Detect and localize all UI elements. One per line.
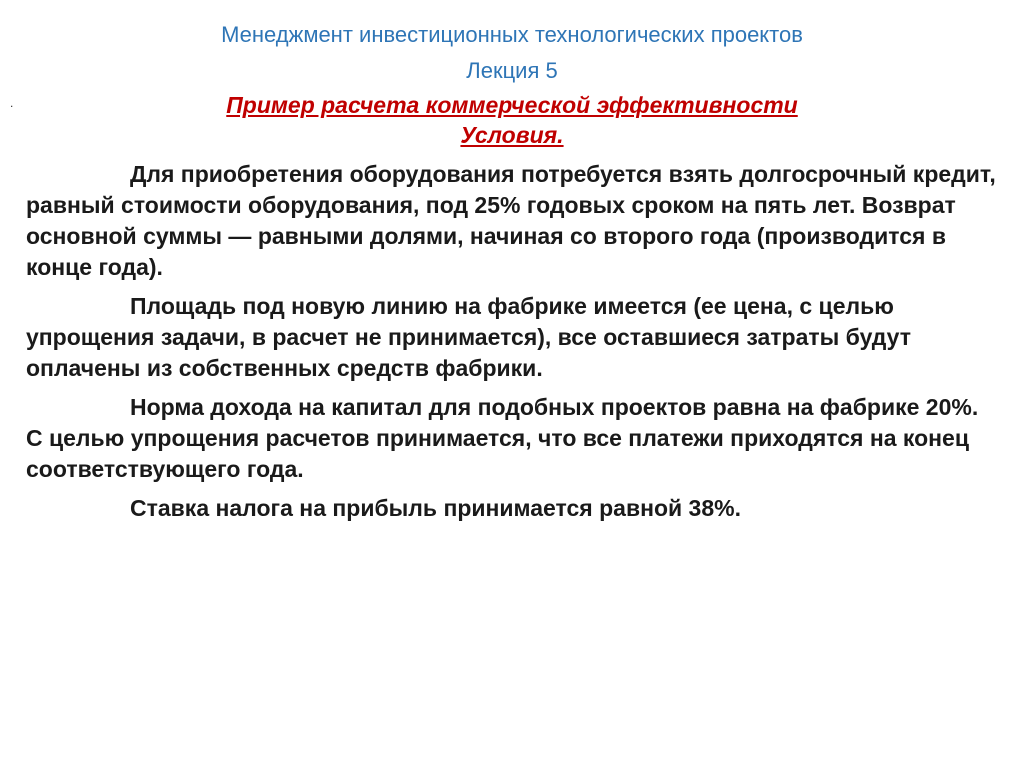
stray-dot-marker: . [10, 96, 14, 110]
lecture-number: Лекция 5 [466, 58, 558, 83]
course-title: Менеджмент инвестиционных технологических проектов [221, 22, 803, 47]
paragraph-tax: Ставка налога на прибыль принимается равной 38%. [130, 495, 741, 521]
section-subheading: Условия. [460, 122, 564, 148]
paragraph-loan: Для приобретения оборудования потребуется взять долгосрочный кредит, равный стоимости оборудования, под 25% годовых сроком на пять лет. Возврат основной суммы — равными долями, начиная со второго года (производится в конце года). [26, 161, 996, 280]
paragraph-return-rate: Норма дохода на капитал для подобных проектов равна на фабрике 20%. С целью упрощения расчетов принимается, что все платежи приходятся на конец соответствующего года. [26, 394, 979, 482]
paragraph-area: Площадь под новую линию на фабрике имеется (ее цена, с целью упрощения задачи, в расчет не принимается), все оставшиеся затраты будут оплачены из собственных средств фабрики. [26, 293, 912, 381]
section-heading: Пример расчета коммерческой эффективности [226, 92, 798, 118]
conditions-text [26, 159, 996, 532]
